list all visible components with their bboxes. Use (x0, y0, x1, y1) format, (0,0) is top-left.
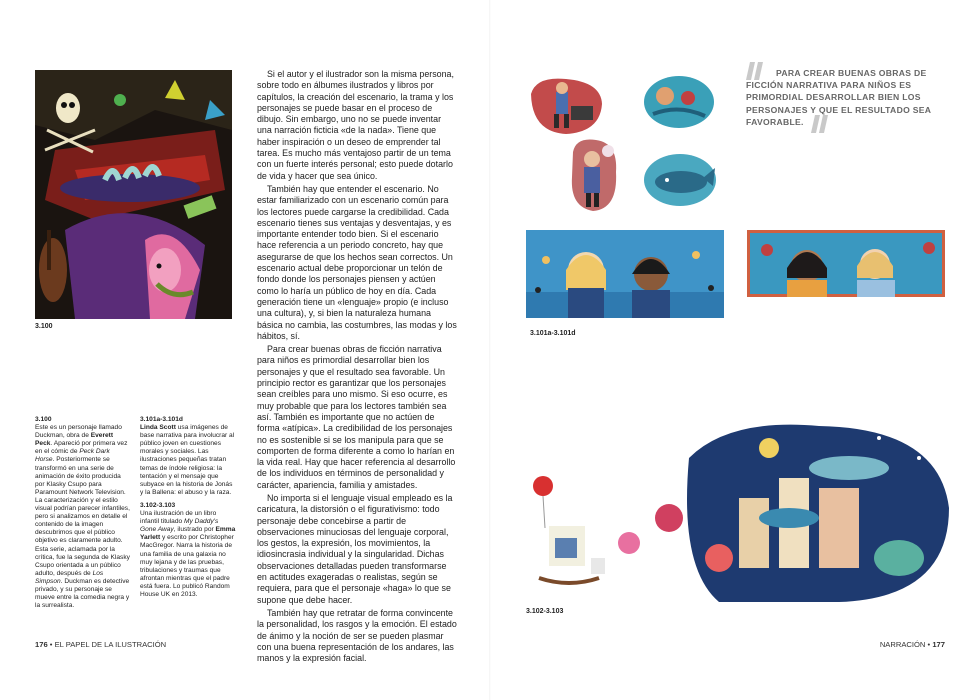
caption-column-2 (140, 416, 236, 604)
illustration-3-101b (643, 74, 716, 129)
caption-title: 3.101a-3.101d (140, 416, 183, 423)
caption-author: Emma Yarlett (140, 526, 236, 542)
body-paragraph: Si el autor y el ilustrador son la misma persona, sobre todo en álbumes ilustrados y libros por capítulos, la creación del escenario, la trama y los personajes se puede basar en el proceso de dibujo. Sin embargo, uno no se puede inventar una narración ficticia «de la nada». Tiene que haber inspiración o un deseo de emprender tal tarea. Es mucho más ventajoso partir de un tema con un fuerte interés personal; esto puede dotarlo de vida y hacer que sea único. (257, 69, 454, 181)
illustration-students-panel (526, 230, 724, 318)
section-title: NARRACIÓN (879, 640, 926, 649)
caption-work: Los Simpson (35, 569, 104, 585)
body-paragraph: No importa si el lenguaje visual empleado es la caricatura, la distorsión o el figurativismo: todo personaje debe concebirse a partir de observaciones minuciosas del lenguaje corporal, los gestos, la expresión, los movimientos, la idiosincrasia individual y la singularidad. Dichas observaciones detalladas pueden transformarse en actitudes exageradas o realistas, según se requiera, para que el personaje «haga» lo que se supone que debe hacer. (257, 492, 453, 605)
footer-bullet: • (49, 640, 53, 649)
caption-text: usa imágenes de base narrativa para involucrar al público joven en cuestiones morales y sociales. Las ilustraciones pequeñas tratan temas de índole religiosa: la tentación y el mensaje que subyace en la historia de Jonás y la Ballena: el abuso y la raza. (140, 424, 235, 496)
caption-work: My Daddy's Gone Away (140, 518, 219, 534)
section-title: EL PAPEL DE LA ILUSTRACIÓN (54, 640, 167, 649)
left-footer (35, 640, 166, 649)
illustration-girls-panel (747, 230, 945, 297)
right-footer (880, 640, 945, 649)
illustration-3-101d (643, 152, 718, 207)
figure-label-3-100: 3.100 (35, 323, 53, 330)
close-quote-icon (810, 115, 830, 133)
figure-label-3-101: 3.101a-3.101d (530, 330, 576, 337)
caption-text: Este es un personaje llamado Duckman, obra de (35, 424, 122, 440)
body-paragraph: También hay que entender el escenario. No estar familiarizado con un escenario común para los lectores puede cargarse la credibilidad. Cada escenario tienes sus ventajas y desventajas, y es importante entender todo bien. Si el escenario hace referencia a un periodo concreto, hay que asegurarse de que los hechos sean correctos. Un escenario actual debe proporcionar un telón de fondo donde los personajes piensen y actúen como lo haría un público de hoy en día. Cada generación tiene un «lenguaje» propio (e incluso una cultura), y, si bien la naturaleza humana básica no cambia, las costumbres, las modas y los hábitos, sí. (257, 183, 457, 341)
caption-text: . Posteriormente se transformó en una serie de animación de éxito producida por Klasky Csupo para Paramount Network Television. La caracterización y el estilo visual podrían parecer infantiles, pero si analizamos en detalle el contenido de la imagen descubrimos que el público objetivo es claramente adulto. Esta serie, aclamada por la crítica, fue la segunda de Klasky Csupo orientada a un público adulto, después de (35, 456, 130, 577)
pull-quote: PARA CREAR BUENAS OBRAS DE FICCIÓN NARRATIVA PARA NIÑOS ES PRIMORDIAL DESARROLLAR BIEN LOS PERSONAJES Y QUE EL RESULTADO SEA FAVORABLE. (746, 68, 931, 127)
illustration-3-101c (568, 137, 619, 212)
page-gutter (489, 0, 491, 700)
body-paragraph: Para crear buenas obras de ficción narrativa para niños es primordial desarrollar bien los personajes y que el resultado sea favorable. Un principio rector es garantizar que los personajes sean creíbles para uno mismo. Si eso ocurre, es muy probable que para los lectores también sea así. También es importante que no actúen de forma «atípica». La credibilidad de los personajes no es sostenible si se los manipula para que se comporten de forma diferente a como lo harían en la vida real. Hay que hacer referencia al desarrollo de los individuos en términos de personalidad y carácter, apariencia, familia y amistades. (257, 344, 456, 490)
illustration-3-101a (526, 74, 606, 136)
caption-title: 3.102-3.103 (140, 501, 176, 509)
duckman-illustration (35, 70, 232, 319)
body-text (257, 69, 458, 664)
page-number: 176 (35, 640, 48, 649)
caption-title: 3.100 (35, 416, 52, 423)
caption-text: , ilustrado por (173, 526, 216, 534)
body-paragraph: También hay que retratar de forma convincente la personalidad, los rasgos y la emoción. El estado de ánimo y la noción de ser se pueden plasmar con una buena representación de los andares, las manos y la expresión facial. (257, 607, 457, 664)
page-number: 177 (932, 640, 945, 649)
caption-work: Peck Dark Horse (35, 448, 110, 464)
caption-text: . Apareció por primera vez en el cómic de (35, 440, 128, 456)
caption-author: Everett Peck (35, 432, 114, 448)
caption-author: Linda Scott (140, 424, 176, 432)
footer-bullet: • (927, 640, 931, 649)
caption-3-100 (35, 416, 131, 610)
caption-text: Una ilustración de un libro infantil titulado (140, 510, 217, 526)
caption-text: y escrito por Christopher MacGregor. Narra la historia de una familia de una galaxia no muy lejana y de las pruebas, tribulaciones y traumas que afrontan mientras que el padre está fuera. Lo publicó Random House UK en 2013. (140, 534, 234, 598)
caption-text: . Duckman es detective privado, y su personaje se mueve entre la comedia negra y la surrealista. (35, 577, 130, 610)
figure-label-3-102: 3.102-3.103 (526, 608, 564, 615)
illustration-galaxy-family (519, 418, 952, 604)
